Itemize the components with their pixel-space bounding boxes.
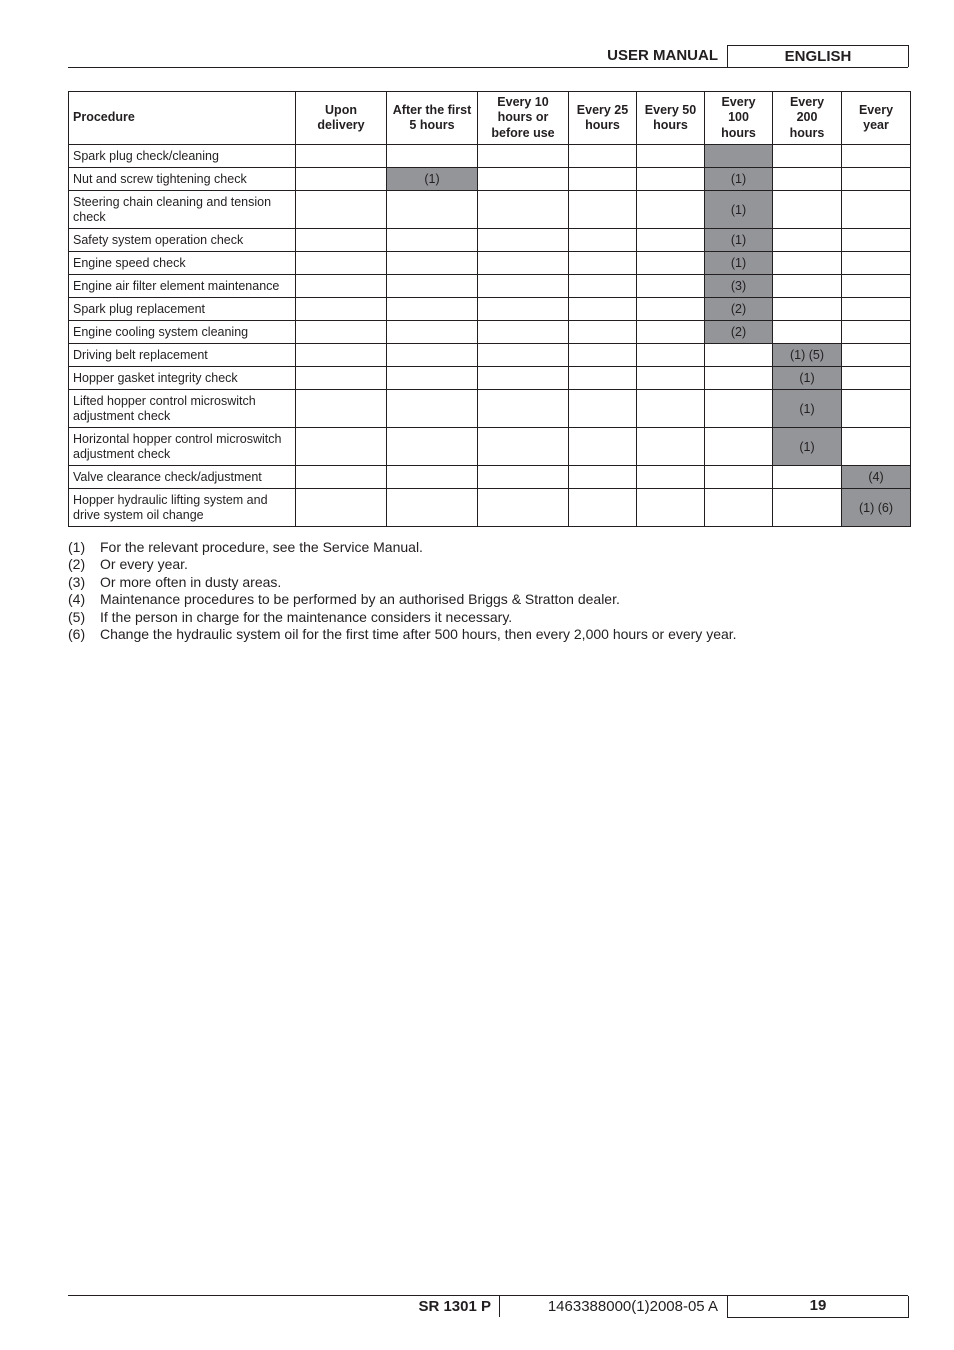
schedule-cell xyxy=(637,229,705,252)
schedule-cell xyxy=(569,321,637,344)
schedule-cell xyxy=(637,489,705,527)
schedule-cell xyxy=(842,321,911,344)
schedule-cell xyxy=(637,145,705,168)
schedule-cell xyxy=(637,321,705,344)
schedule-cell xyxy=(296,275,387,298)
schedule-cell xyxy=(296,252,387,275)
footer-model: SR 1301 P xyxy=(418,1298,491,1315)
schedule-cell: (1) xyxy=(773,390,842,428)
procedure-name: Hopper gasket integrity check xyxy=(69,367,296,390)
schedule-cell xyxy=(569,168,637,191)
procedure-name: Nut and screw tightening check xyxy=(69,168,296,191)
schedule-cell xyxy=(296,489,387,527)
schedule-cell xyxy=(637,275,705,298)
footnote-text: Or every year. xyxy=(100,556,188,573)
table-row xyxy=(69,367,911,390)
footnote xyxy=(68,591,928,608)
schedule-cell xyxy=(569,428,637,466)
schedule-cell xyxy=(705,145,773,168)
language-box: ENGLISH xyxy=(727,45,909,67)
header-rule xyxy=(68,67,908,68)
schedule-cell: (2) xyxy=(705,321,773,344)
schedule-cell: (3) xyxy=(705,275,773,298)
schedule-cell xyxy=(387,191,478,229)
table-row xyxy=(69,489,911,527)
schedule-cell: (1) xyxy=(705,252,773,275)
schedule-cell xyxy=(842,252,911,275)
schedule-cell xyxy=(569,298,637,321)
table-row xyxy=(69,145,911,168)
schedule-cell xyxy=(842,168,911,191)
schedule-cell xyxy=(637,191,705,229)
footnote-number: (1) xyxy=(68,539,86,555)
table-row xyxy=(69,344,911,367)
schedule-cell xyxy=(478,321,569,344)
schedule-cell: (4) xyxy=(842,466,911,489)
schedule-cell xyxy=(478,145,569,168)
footnote-text: If the person in charge for the maintenance considers it necessary. xyxy=(100,608,513,625)
schedule-cell xyxy=(387,390,478,428)
column-header-procedure: Procedure xyxy=(69,92,296,145)
footnote xyxy=(68,609,928,626)
schedule-cell xyxy=(637,168,705,191)
column-header-upon-delivery: Upon delivery xyxy=(296,92,387,145)
schedule-cell xyxy=(842,229,911,252)
footnote-number: (2) xyxy=(68,556,86,573)
schedule-cell xyxy=(773,321,842,344)
table-row xyxy=(69,252,911,275)
schedule-cell xyxy=(296,191,387,229)
table-header-row xyxy=(69,92,911,145)
column-header-first-5-hours: After the first 5 hours xyxy=(387,92,478,145)
schedule-cell xyxy=(387,321,478,344)
schedule-cell xyxy=(773,298,842,321)
schedule-cell xyxy=(842,275,911,298)
page-number: 19 xyxy=(727,1296,909,1318)
schedule-cell xyxy=(637,344,705,367)
schedule-cell xyxy=(842,390,911,428)
manual-title: USER MANUAL xyxy=(607,47,718,64)
footer-doc-code: 1463388000(1)2008-05 A xyxy=(547,1298,718,1315)
procedure-name: Driving belt replacement xyxy=(69,344,296,367)
schedule-cell xyxy=(773,252,842,275)
footnote-text: Change the hydraulic system oil for the first time after 500 hours, then every 2,000 hours or every year. xyxy=(100,626,737,643)
schedule-cell xyxy=(296,428,387,466)
procedure-name: Spark plug replacement xyxy=(69,298,296,321)
schedule-cell xyxy=(296,321,387,344)
procedure-name: Engine cooling system cleaning xyxy=(69,321,296,344)
schedule-cell xyxy=(569,344,637,367)
schedule-cell xyxy=(842,367,911,390)
schedule-cell xyxy=(478,298,569,321)
schedule-cell xyxy=(569,145,637,168)
schedule-cell xyxy=(773,145,842,168)
schedule-cell xyxy=(569,489,637,527)
schedule-cell xyxy=(842,145,911,168)
schedule-cell xyxy=(637,390,705,428)
schedule-cell xyxy=(387,298,478,321)
column-header-every-50-hours: Every 50 hours xyxy=(637,92,705,145)
schedule-cell xyxy=(478,191,569,229)
table-row xyxy=(69,168,911,191)
footnote-text: Or more often in dusty areas. xyxy=(100,573,282,590)
footnote xyxy=(68,539,928,556)
footnote xyxy=(68,556,928,573)
schedule-cell xyxy=(387,367,478,390)
schedule-cell xyxy=(387,229,478,252)
procedure-name: Hopper hydraulic lifting system and drive system oil change xyxy=(69,489,296,527)
schedule-cell: (1) xyxy=(773,428,842,466)
schedule-cell xyxy=(296,466,387,489)
schedule-cell xyxy=(637,466,705,489)
schedule-cell xyxy=(773,168,842,191)
schedule-cell xyxy=(637,298,705,321)
schedule-cell xyxy=(705,428,773,466)
schedule-cell: (1) xyxy=(705,191,773,229)
schedule-cell xyxy=(569,229,637,252)
footnote-text: Maintenance procedures to be performed by an authorised Briggs & Stratton dealer. xyxy=(100,591,620,608)
schedule-cell: (1) (5) xyxy=(773,344,842,367)
schedule-cell xyxy=(569,252,637,275)
schedule-cell xyxy=(478,229,569,252)
procedure-name: Engine air filter element maintenance xyxy=(69,275,296,298)
table-row xyxy=(69,298,911,321)
schedule-cell xyxy=(569,367,637,390)
column-header-every-25-hours: Every 25 hours xyxy=(569,92,637,145)
schedule-cell xyxy=(569,191,637,229)
schedule-cell: (1) xyxy=(387,168,478,191)
schedule-cell xyxy=(637,252,705,275)
schedule-cell xyxy=(296,145,387,168)
table-body xyxy=(69,145,911,527)
schedule-cell xyxy=(773,489,842,527)
footnote-number: (6) xyxy=(68,626,86,643)
footnote xyxy=(68,574,928,591)
schedule-cell: (1) xyxy=(705,168,773,191)
column-header-every-10-hours: Every 10 hours or before use xyxy=(478,92,569,145)
schedule-cell xyxy=(637,428,705,466)
schedule-cell xyxy=(773,191,842,229)
schedule-cell xyxy=(296,344,387,367)
schedule-cell xyxy=(387,428,478,466)
schedule-cell xyxy=(705,489,773,527)
schedule-cell xyxy=(705,390,773,428)
column-header-every-200-hours: Every 200 hours xyxy=(773,92,842,145)
table-row xyxy=(69,321,911,344)
schedule-cell: (1) (6) xyxy=(842,489,911,527)
schedule-cell xyxy=(637,367,705,390)
footnote xyxy=(68,626,928,643)
table-row xyxy=(69,390,911,428)
schedule-cell xyxy=(387,466,478,489)
schedule-cell xyxy=(387,489,478,527)
schedule-cell xyxy=(705,344,773,367)
footnote-number: (5) xyxy=(68,608,86,625)
column-header-every-year: Every year xyxy=(842,92,911,145)
schedule-cell xyxy=(296,367,387,390)
schedule-cell xyxy=(387,275,478,298)
schedule-cell xyxy=(478,466,569,489)
schedule-cell xyxy=(296,168,387,191)
schedule-cell xyxy=(773,229,842,252)
schedule-cell xyxy=(387,145,478,168)
schedule-cell xyxy=(296,229,387,252)
schedule-cell xyxy=(478,428,569,466)
schedule-cell xyxy=(842,191,911,229)
schedule-cell xyxy=(842,344,911,367)
table-row xyxy=(69,466,911,489)
schedule-cell xyxy=(387,344,478,367)
table-row xyxy=(69,275,911,298)
schedule-cell xyxy=(773,275,842,298)
procedure-name: Lifted hopper control microswitch adjustment check xyxy=(69,390,296,428)
maintenance-schedule-table xyxy=(68,91,911,527)
procedure-name: Valve clearance check/adjustment xyxy=(69,466,296,489)
schedule-cell xyxy=(842,298,911,321)
schedule-cell xyxy=(478,390,569,428)
footnote-number: (4) xyxy=(68,591,86,608)
schedule-cell xyxy=(569,466,637,489)
footnotes-list xyxy=(68,539,928,643)
schedule-cell xyxy=(478,489,569,527)
procedure-name: Steering chain cleaning and tension check xyxy=(69,191,296,229)
schedule-cell xyxy=(296,390,387,428)
procedure-name: Spark plug check/cleaning xyxy=(69,145,296,168)
footnote-number: (3) xyxy=(68,573,86,590)
schedule-cell xyxy=(478,275,569,298)
schedule-cell: (2) xyxy=(705,298,773,321)
schedule-cell xyxy=(478,344,569,367)
schedule-cell: (1) xyxy=(705,229,773,252)
footnote-text: For the relevant procedure, see the Service Manual. xyxy=(100,539,423,555)
schedule-cell xyxy=(478,367,569,390)
procedure-name: Safety system operation check xyxy=(69,229,296,252)
schedule-cell xyxy=(773,466,842,489)
schedule-cell xyxy=(478,252,569,275)
schedule-cell xyxy=(296,298,387,321)
table-row xyxy=(69,229,911,252)
procedure-name: Horizontal hopper control microswitch adjustment check xyxy=(69,428,296,466)
schedule-cell xyxy=(842,428,911,466)
schedule-cell xyxy=(705,367,773,390)
schedule-cell: (1) xyxy=(773,367,842,390)
table-row xyxy=(69,191,911,229)
schedule-cell xyxy=(387,252,478,275)
procedure-name: Engine speed check xyxy=(69,252,296,275)
schedule-cell xyxy=(478,168,569,191)
schedule-cell xyxy=(569,390,637,428)
schedule-cell xyxy=(705,466,773,489)
table-row xyxy=(69,428,911,466)
schedule-cell xyxy=(569,275,637,298)
column-header-every-100-hours: Every 100 hours xyxy=(705,92,773,145)
